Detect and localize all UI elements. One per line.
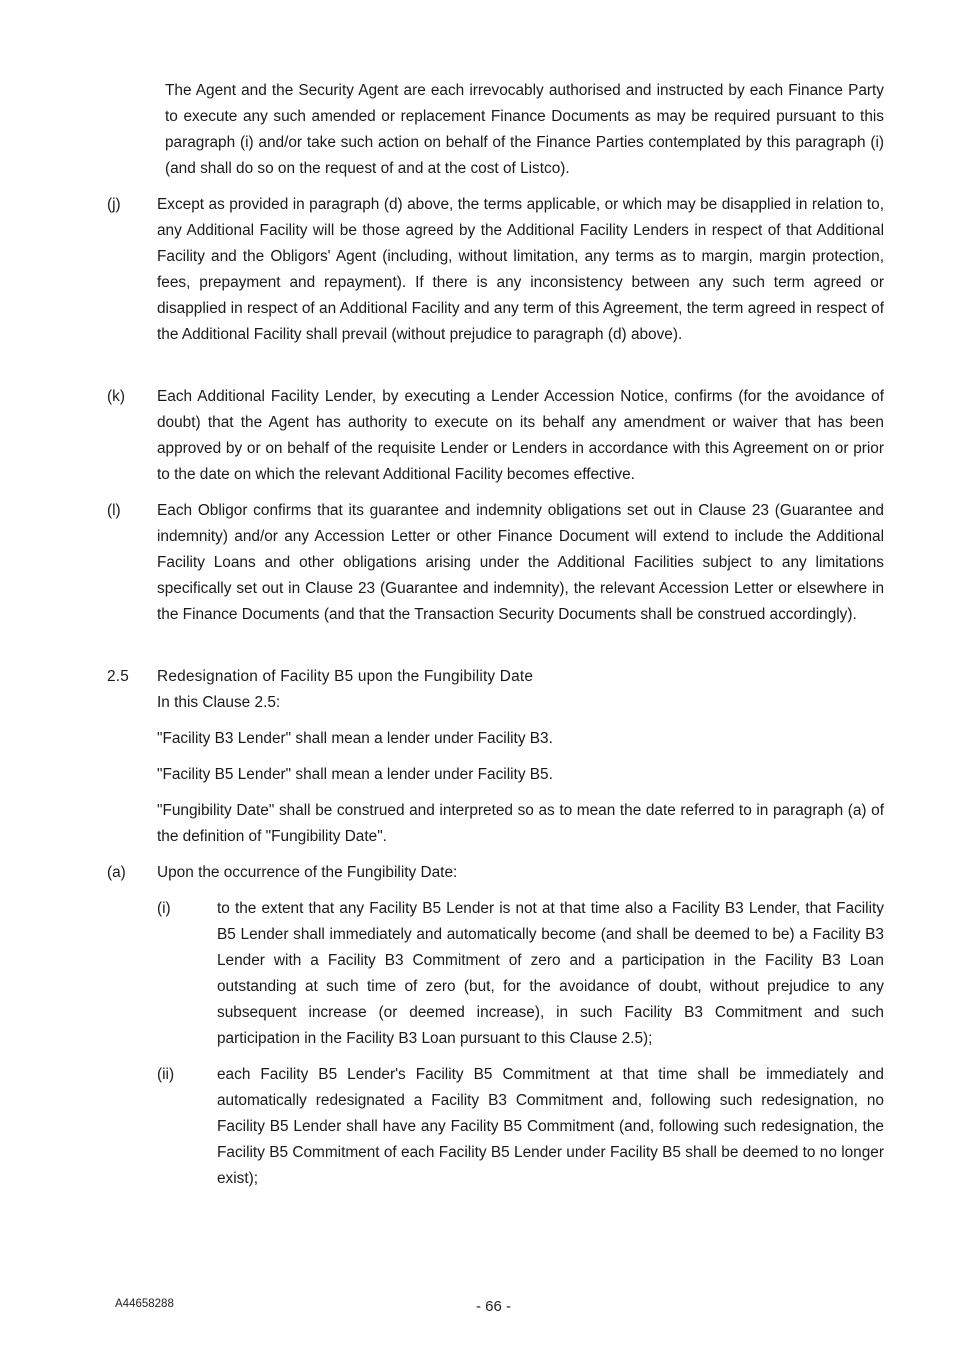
- paragraph-label-j: (j): [107, 196, 121, 213]
- footer-document-id: A44658288: [115, 1298, 174, 1310]
- paragraph-a: Upon the occurrence of the Fungibility Date:: [157, 864, 458, 881]
- subitem-ii: each Facility B5 Lender's Facility B5 Commitment at that time shall be immediately and automatically redesignated a Facility B3 Commitment and, following such redesignation, no Facility B5 Lender shall have any Facility B5 Commitment (and, following such redesignation, the Facility B5 Commitment of each Facility B5 Lender under Facility B5 shall be deemed to no longer exist);: [217, 1066, 884, 1187]
- intro-paragraph: The Agent and the Security Agent are each irrevocably authorised and instructed by each Finance Party to execute any such amended or replacement Finance Documents as may be required pursuant to this paragraph (i) and/or take such action on behalf of the Finance Parties contemplated by this paragraph (i) (and shall do so on the request of and at the cost of Listco).: [165, 82, 884, 177]
- subitem-label-i: (i): [157, 900, 171, 917]
- definition-b5-lender: "Facility B5 Lender" shall mean a lender under Facility B5.: [157, 766, 553, 783]
- clause-title: Redesignation of Facility B5 upon the Fungibility Date: [157, 668, 534, 685]
- clause-intro: In this Clause 2.5:: [157, 694, 281, 711]
- definition-fungibility-date: "Fungibility Date" shall be construed and interpreted so as to mean the date referred to in paragraph (a) of the definition of "Fungibility Date".: [157, 802, 884, 845]
- subitem-label-ii: (ii): [157, 1066, 175, 1083]
- paragraph-k: Each Additional Facility Lender, by executing a Lender Accession Notice, confirms (for the avoidance of doubt) that the Agent has authority to execute on its behalf any amendment or waiver that has been approved by or on behalf of the requisite Lender or Lenders in accordance with this Agreement on or prior to the date on which the relevant Additional Facility becomes effective.: [157, 388, 884, 483]
- footer-page-number: - 66 -: [476, 1298, 512, 1315]
- paragraph-label-a: (a): [107, 864, 126, 881]
- paragraph-label-l: (l): [107, 502, 121, 519]
- paragraph-l: Each Obligor confirms that its guarantee and indemnity obligations set out in Clause 23 (Guarantee and indemnity) and/or any Accession Letter or other Finance Document will extend to include the Additional Facility Loans and other obligations arising under the Additional Facilities subject to any limitations specifically set out in Clause 23 (Guarantee and indemnity), the relevant Accession Letter or elsewhere in the Finance Documents (and that the Transaction Security Documents shall be construed accordingly).: [157, 502, 884, 623]
- paragraph-label-k: (k): [107, 388, 125, 405]
- paragraph-j: Except as provided in paragraph (d) above, the terms applicable, or which may be disapplied in relation to, any Additional Facility will be those agreed by the Additional Facility Lenders in respect of that Additional Facility and the Obligors' Agent (including, without limitation, any terms as to margin, margin protection, fees, prepayment and repayment). If there is any inconsistency between any such term agreed or disapplied in respect of an Additional Facility and any term of this Agreement, the term agreed in respect of the Additional Facility shall prevail (without prejudice to paragraph (d) above).: [157, 196, 884, 343]
- subitem-i: to the extent that any Facility B5 Lender is not at that time also a Facility B3 Lender, that Facility B5 Lender shall immediately and automatically become (and shall be deemed to be) a Facility B3 Lender with a Facility B3 Commitment of zero and a participation in the Facility B3 Loan outstanding at such time of zero (but, for the avoidance of doubt, without prejudice to any subsequent increase (or deemed increase), in such Facility B3 Commitment and such participation in the Facility B3 Loan pursuant to this Clause 2.5);: [217, 900, 884, 1047]
- clause-number: 2.5: [107, 668, 129, 685]
- definition-b3-lender: "Facility B3 Lender" shall mean a lender under Facility B3.: [157, 730, 553, 747]
